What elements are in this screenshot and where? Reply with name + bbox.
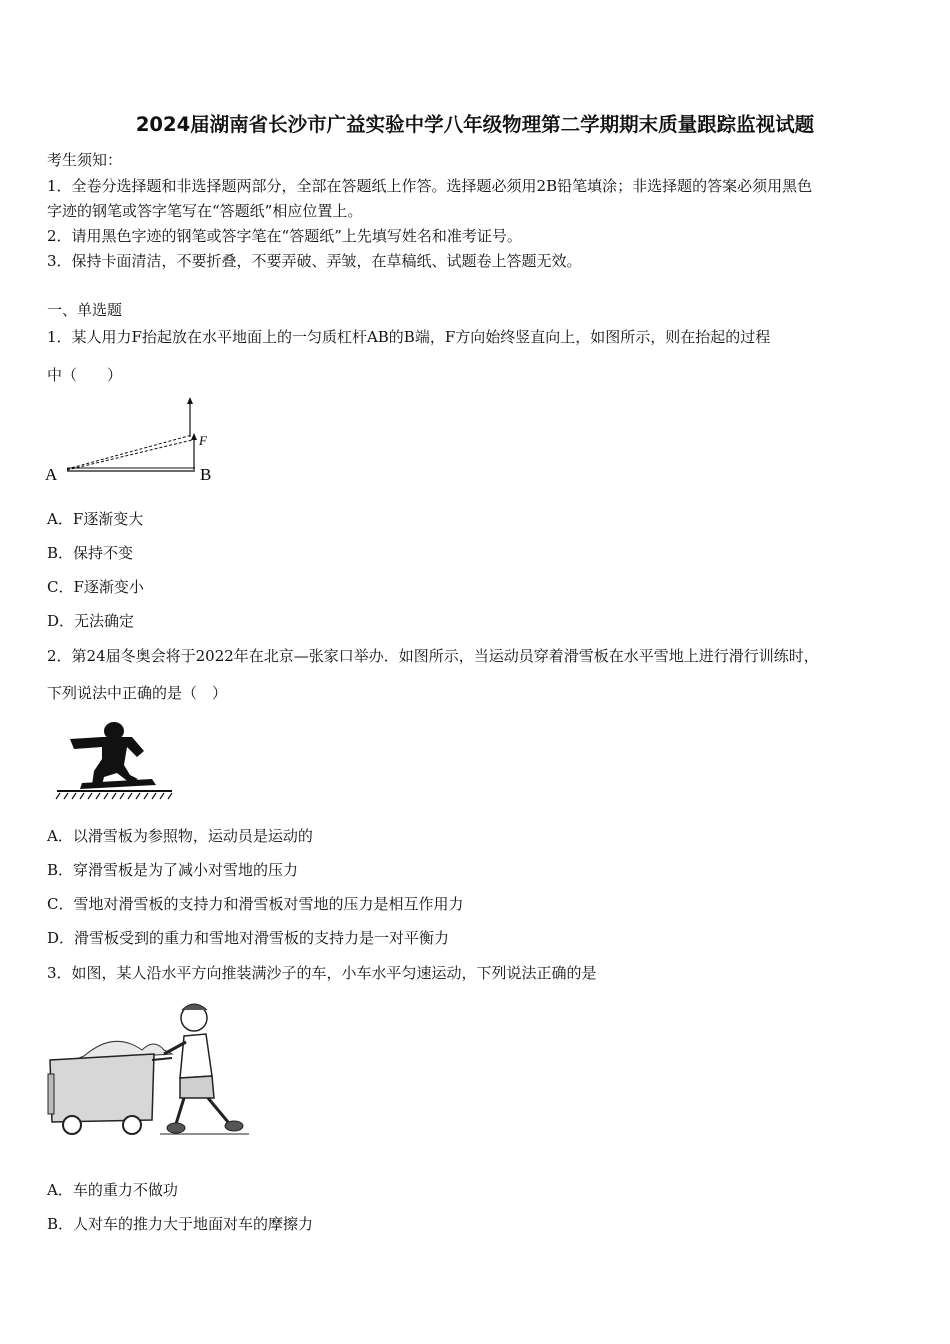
boy-shirt <box>180 1034 212 1078</box>
boy-hair <box>182 1004 207 1010</box>
ground-hatch <box>56 793 172 799</box>
q2-option-a: A．以滑雪板为参照物，运动员是运动的 <box>47 827 313 845</box>
cart-wheel-left <box>63 1116 81 1134</box>
label-a: A <box>45 465 58 484</box>
force-short-arrowhead <box>191 433 197 440</box>
label-f: F <box>199 433 207 448</box>
notice-line-1: 1．全卷分选择题和非选择题两部分，全部在答题纸上作答。选择题必须用2B铅笔填涂；非选择题的答案必须用黑色 <box>47 177 813 195</box>
q1-stem: 1．某人用力F抬起放在水平地面上的一匀质杠杆AB的B端，F方向始终竖直向上，如图所示，则在抬起的过程 <box>47 328 771 346</box>
snowboarder-body <box>70 737 144 785</box>
page-title: 2024届湖南省长沙市广益实验中学八年级物理第二学期期末质量跟踪监视试题 <box>135 113 815 136</box>
notice-heading: 考生须知： <box>47 151 123 169</box>
cart-body <box>50 1054 154 1122</box>
boy-shorts <box>180 1076 214 1098</box>
notice-line-1-cont: 字迹的钢笔或答字笔写在“答题纸”相应位置上。 <box>47 202 363 220</box>
boy-leg-left <box>176 1098 184 1124</box>
boy-shoe-left <box>167 1123 185 1133</box>
q2-stem-cont: 下列说法中正确的是（ ） <box>47 684 228 702</box>
q3-option-a: A．车的重力不做功 <box>47 1181 178 1199</box>
q2-option-b: B．穿滑雪板是为了减小对雪地的压力 <box>47 861 299 879</box>
lever-dashed-1 <box>67 435 192 469</box>
cart-handle <box>152 1058 172 1060</box>
snowboarder-figure <box>52 715 177 800</box>
boy-leg-right <box>208 1098 228 1122</box>
boy-shoe-right <box>225 1121 243 1131</box>
lever-figure <box>40 392 230 492</box>
label-b: B <box>200 465 212 484</box>
q1-option-d: D．无法确定 <box>47 612 135 630</box>
q2-stem: 2．第24届冬奥会将于2022年在北京—张家口举办．如图所示，当运动员穿着滑雪板在水平雪地上进行滑行训练时， <box>47 647 819 665</box>
cart-wheel-right <box>123 1116 141 1134</box>
q1-option-a: A．F逐渐变大 <box>47 510 144 528</box>
q1-option-c: C．F逐渐变小 <box>47 578 144 596</box>
q2-option-d: D．滑雪板受到的重力和雪地对滑雪板的支持力是一对平衡力 <box>47 929 450 947</box>
notice-line-3: 3．保持卡面清洁，不要折叠，不要弄破、弄皱，在草稿纸、试题卷上答题无效。 <box>47 252 582 270</box>
notice-line-2: 2．请用黑色字迹的钢笔或答字笔在“答题纸”上先填写姓名和准考证号。 <box>47 227 522 245</box>
q3-option-b: B．人对车的推力大于地面对车的摩擦力 <box>47 1215 314 1233</box>
section-heading: 一、单选题 <box>47 301 123 319</box>
q1-option-b: B．保持不变 <box>47 544 134 562</box>
q3-stem: 3．如图，某人沿水平方向推装满沙子的车，小车水平匀速运动，下列说法正确的是 <box>47 964 597 982</box>
q1-stem-cont: 中（ ） <box>47 366 123 384</box>
lever-dashed-2 <box>67 440 192 470</box>
snowboard <box>80 779 156 789</box>
cart-side <box>48 1074 54 1114</box>
q2-option-c: C．雪地对滑雪板的支持力和滑雪板对雪地的压力是相互作用力 <box>47 895 464 913</box>
cart-push-figure <box>44 998 254 1143</box>
force-long-arrowhead <box>187 397 193 404</box>
